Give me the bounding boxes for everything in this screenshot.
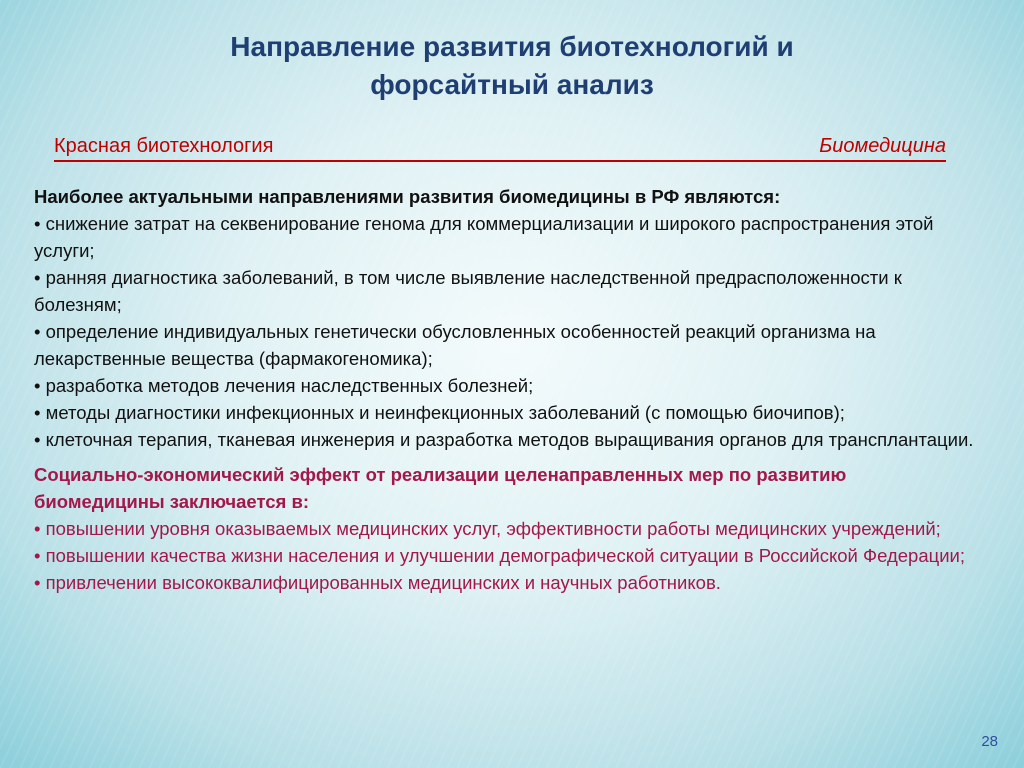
slide-title-line-1: Направление развития биотехнологий и (230, 31, 794, 62)
list-item: • разработка методов лечения наследственных болезней; (34, 375, 534, 396)
section-directions-lead: Наиболее актуальными направлениями развития биомедицины в РФ являются: (34, 186, 781, 207)
subheading-biomedicine: Биомедицина (819, 135, 946, 157)
subheading-red-biotechnology: Красная биотехнология (54, 135, 274, 157)
section-effect-lead: Социально-экономический эффект от реализации целенаправленных мер по развитию биомедицины заключается в: (34, 464, 847, 512)
slide-content (34, 183, 974, 596)
list-item: • определение индивидуальных генетически обусловленных особенностей реакций организма на лекарственные вещества (фармакогеномика); (34, 321, 876, 369)
list-item: • повышении качества жизни населения и улучшении демографической ситуации в Российской Федерации; (34, 545, 966, 566)
slide-title (120, 28, 904, 104)
subheading-bar (54, 134, 946, 162)
page-number: 28 (981, 733, 998, 750)
list-item: • методы диагностики инфекционных и неинфекционных заболеваний (с помощью биочипов); (34, 402, 845, 423)
list-item: • клеточная терапия, тканевая инженерия и разработка методов выращивания органов для трансплантации. (34, 429, 974, 450)
list-item: • привлечении высококвалифицированных медицинских и научных работников. (34, 572, 721, 593)
section-effect (34, 461, 974, 596)
section-directions (34, 183, 974, 453)
list-item: • ранняя диагностика заболеваний, в том числе выявление наследственной предрасположенности к болезням; (34, 267, 902, 315)
list-item: • повышении уровня оказываемых медицинских услуг, эффективности работы медицинских учреждений; (34, 518, 941, 539)
list-item: • снижение затрат на секвенирование генома для коммерциализации и широкого распространения этой услуги; (34, 213, 934, 261)
slide-title-line-2: форсайтный анализ (370, 69, 654, 100)
